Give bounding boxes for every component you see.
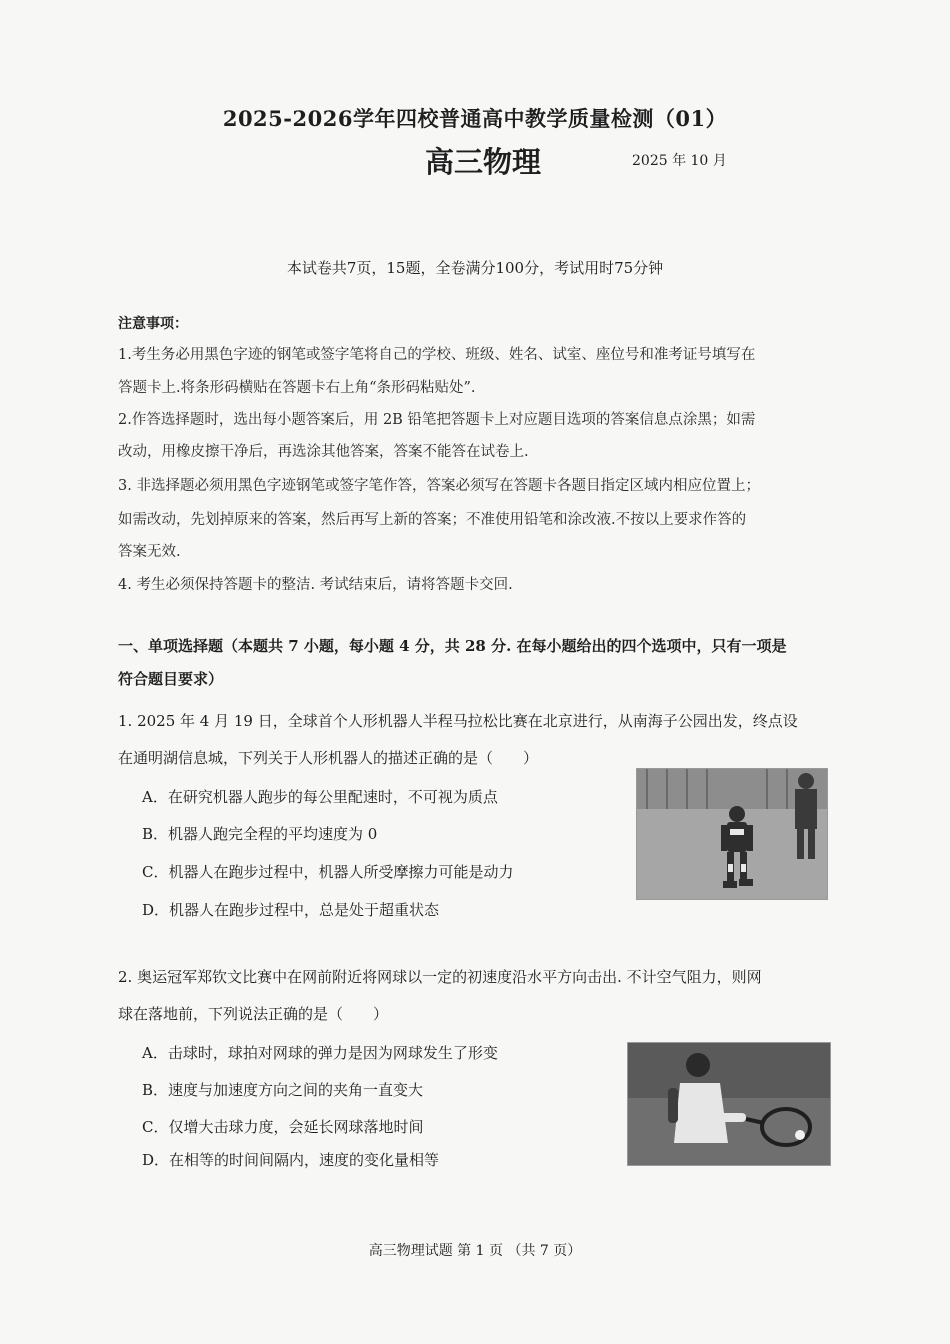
question-2-option-d: D．在相等的时间间隔内，速度的变化量相等 <box>142 1151 440 1169</box>
question-2-stem: 2. 奥运冠军郑钦文比赛中在网前附近将网球以一定的初速度沿水平方向击出. 不计空气阻力，则网 <box>118 968 762 986</box>
exam-title: 2025-2026学年四校普通高中教学质量检测（01） <box>222 106 728 131</box>
exam-date: 2025 年 10 月 <box>632 153 727 169</box>
question-1-stem: 1. 2025 年 4 月 19 日，全球首个人形机器人半程马拉松比赛在北京进行，从南海子公园出发，终点设 <box>118 712 798 730</box>
page-footer: 高三物理试题 第 1 页 （共 7 页） <box>368 1243 582 1259</box>
notice-line: 1.考生务必用黑色字迹的钢笔或签字笔将自己的学校、班级、姓名、试室、座位号和准考证号填写在 <box>118 347 756 363</box>
exam-summary: 本试卷共7页，15题，全卷满分100分，考试用时75分钟 <box>286 259 664 277</box>
question-1-option-b: B．机器人跑完全程的平均速度为 0 <box>142 825 378 843</box>
question-2-stem-cont: 球在落地前，下列说法正确的是（ ） <box>118 1005 389 1023</box>
notice-line: 3. 非选择题必须用黑色字迹钢笔或签字笔作答，答案必须写在答题卡各题目指定区域内相应位置上； <box>118 478 760 494</box>
section-heading: 一、单项选择题（本题共 7 小题，每小题 4 分，共 28 分. 在每小题给出的四个选项中，只有一项是 <box>118 637 787 655</box>
question-2-option-c: C．仅增大击球力度，会延长网球落地时间 <box>142 1118 424 1136</box>
section-heading-cont: 符合题目要求） <box>118 670 224 688</box>
question-1-option-c: C．机器人在跑步过程中，机器人所受摩擦力可能是动力 <box>142 863 514 881</box>
subject-title: 高三物理 <box>425 145 542 179</box>
notice-line: 如需改动，先划掉原来的答案，然后再写上新的答案；不准使用铅笔和涂改液.不按以上要求作答的 <box>118 512 747 528</box>
notice-line: 答题卡上.将条形码横贴在答题卡右上角“条形码粘贴处”. <box>118 380 476 396</box>
tennis-player-photo <box>627 1042 831 1166</box>
question-2-option-a: A．击球时，球拍对网球的弹力是因为网球发生了形变 <box>142 1044 498 1062</box>
question-1-option-a: A．在研究机器人跑步的每公里配速时，不可视为质点 <box>142 788 498 806</box>
notice-line: 改动，用橡皮擦干净后，再选涂其他答案，答案不能答在试卷上. <box>118 444 529 460</box>
question-1-option-d: D．机器人在跑步过程中，总是处于超重状态 <box>142 901 440 919</box>
question-1-stem-cont: 在通明湖信息城，下列关于人形机器人的描述正确的是（ ） <box>118 749 539 767</box>
notice-line: 4. 考生必须保持答题卡的整洁. 考试结束后，请将答题卡交回. <box>118 577 513 593</box>
notice-line: 答案无效. <box>118 544 181 560</box>
robot-marathon-photo <box>636 768 828 900</box>
question-2-option-b: B．速度与加速度方向之间的夹角一直变大 <box>142 1081 424 1099</box>
notice-line: 2.作答选择题时，选出每小题答案后，用 2B 铅笔把答题卡上对应题目选项的答案信息点涂黑；如需 <box>118 412 756 428</box>
notice-title: 注意事项： <box>118 316 188 332</box>
